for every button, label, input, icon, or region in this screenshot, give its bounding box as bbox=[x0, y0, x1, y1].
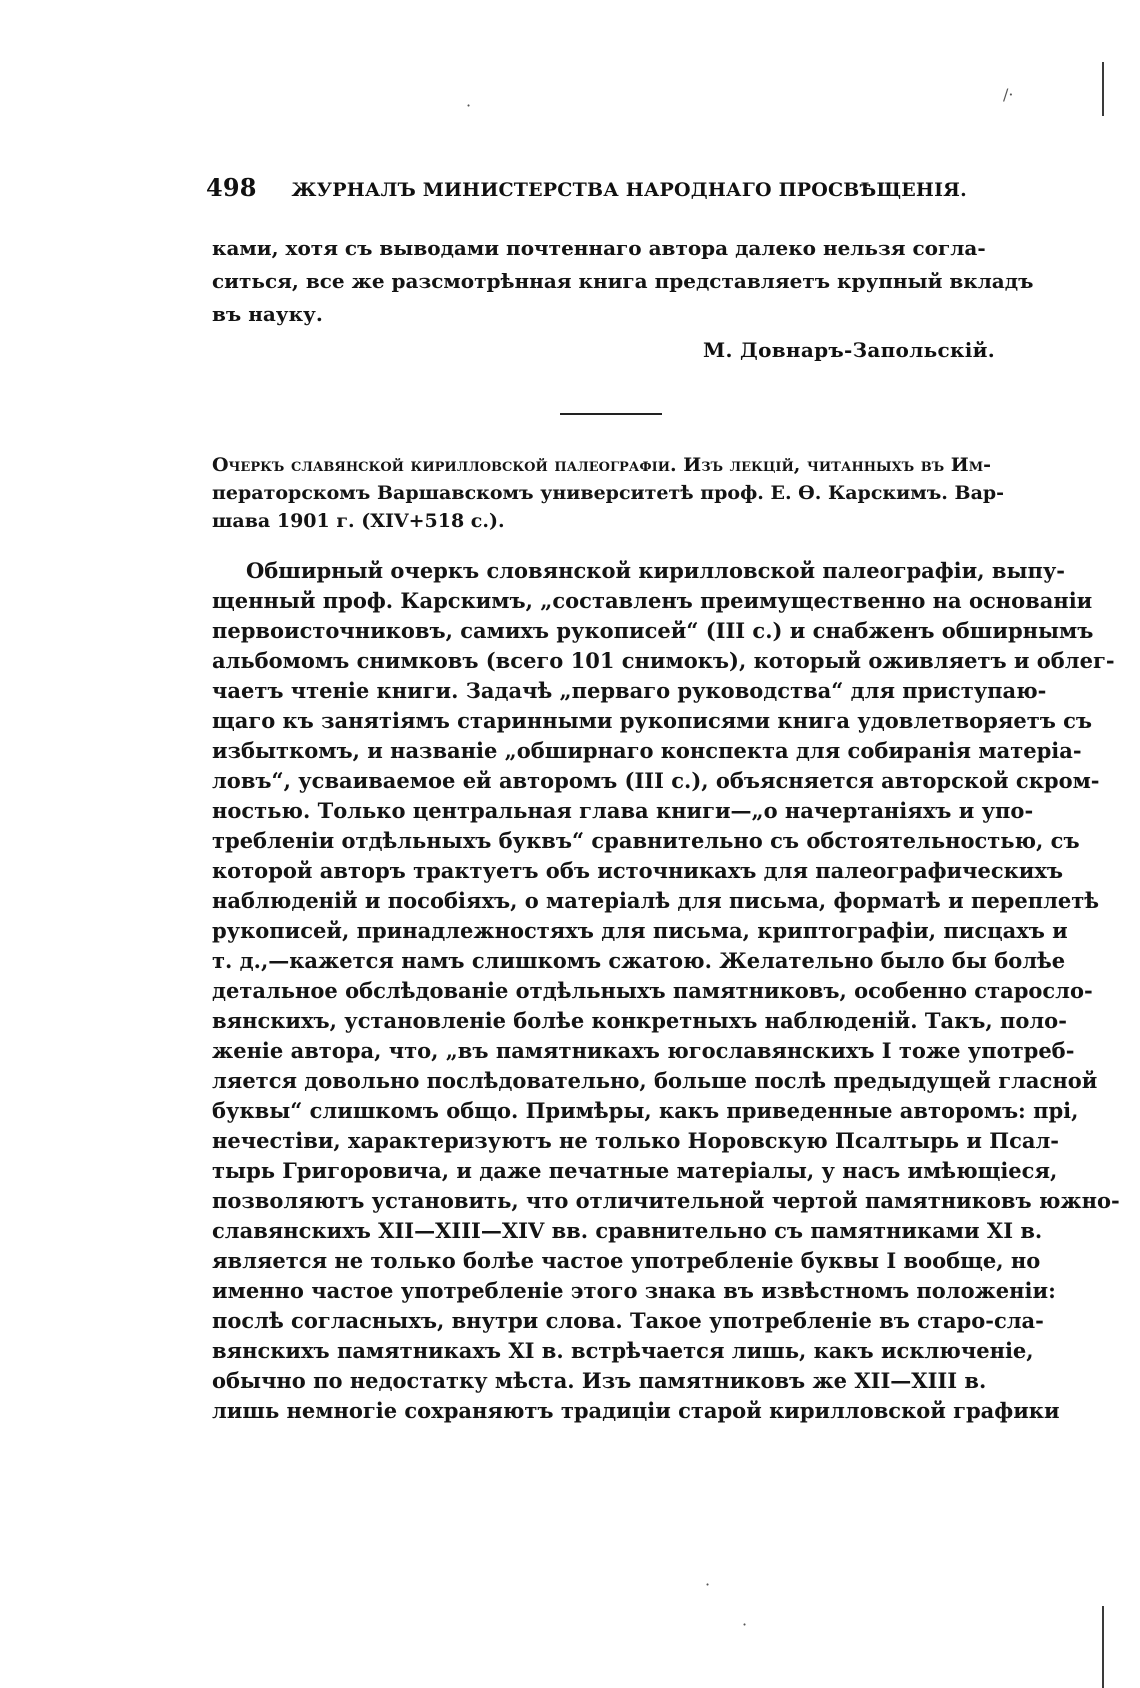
page-number: 498 bbox=[206, 173, 257, 202]
bibliography-line: ператорскомъ Варшавскомъ университетѣ проф. Е. Ѳ. Карскимъ. Вар- bbox=[212, 482, 1005, 504]
text-line: нечестіви, характеризуютъ не только Норовскую Псалтырь и Псал- bbox=[212, 1128, 1060, 1153]
previous-review-ending bbox=[212, 232, 1034, 331]
text-line: рукописей, принадлежностяхъ для письма, криптографіи, писцахъ и bbox=[212, 918, 1068, 943]
page-edge-mark bbox=[1102, 1606, 1104, 1688]
text-line: лишь немногіе сохраняютъ традиціи старой кирилловской графики bbox=[212, 1398, 1060, 1423]
text-line: именно частое употребленіе этого знака въ извѣстномъ положеніи: bbox=[212, 1278, 1056, 1303]
text-line: щенный проф. Карскимъ, „составленъ преимущественно на основаніи bbox=[212, 588, 1093, 613]
text-line: ками, хотя съ выводами почтеннаго автора далеко нельзя согла- bbox=[212, 236, 986, 260]
text-line: которой авторъ трактуетъ объ источникахъ для палеографическихъ bbox=[212, 858, 1063, 883]
running-title: ЖУРНАЛЪ МИНИСТЕРСТВА НАРОДНАГО ПРОСВѢЩЕНІЯ. bbox=[291, 179, 967, 201]
text-line: щаго къ занятіямъ старинными рукописями книга удовлетворяетъ съ bbox=[212, 708, 1093, 733]
scan-mark: /· bbox=[1003, 85, 1014, 104]
text-line: первоисточниковъ, самихъ рукописей“ (III с.) и снабженъ обширнымъ bbox=[212, 618, 1094, 643]
scan-dot: · bbox=[705, 1575, 711, 1594]
text-line: альбомомъ снимковъ (всего 101 снимокъ), который оживляетъ и облег- bbox=[212, 648, 1115, 673]
bibliographic-entry bbox=[212, 451, 1018, 535]
text-line: ловъ“, усваиваемое ей авторомъ (III с.), объясняется авторской скром- bbox=[212, 768, 1100, 793]
text-line: въ науку. bbox=[212, 302, 323, 326]
text-line: наблюденій и пособіяхъ, о матеріалѣ для письма, форматѣ и переплетѣ bbox=[212, 888, 1100, 913]
text-line: Обширный очеркъ словянской кирилловской палеографіи, выпу- bbox=[246, 558, 1066, 583]
section-divider bbox=[560, 413, 662, 415]
text-line: ляется довольно послѣдовательно, больше послѣ предыдущей гласной bbox=[212, 1068, 1098, 1093]
page-edge-mark bbox=[1102, 62, 1104, 116]
text-line: ностью. Только центральная глава книги—„о начертаніяхъ и упо- bbox=[212, 798, 1034, 823]
text-line: требленіи отдѣльныхъ буквъ“ сравнительно съ обстоятельностью, съ bbox=[212, 828, 1080, 853]
text-line: женіе автора, что, „въ памятникахъ югославянскихъ І тоже употреб- bbox=[212, 1038, 1075, 1063]
text-line: избыткомъ, и названіе „обширнаго конспекта для собиранія матеріа- bbox=[212, 738, 1082, 763]
scan-dot: · bbox=[466, 96, 472, 115]
text-line: буквы“ слишкомъ общо. Примѣры, какъ приведенные авторомъ: прі, bbox=[212, 1098, 1079, 1123]
review-body bbox=[212, 556, 1120, 1426]
text-line: ситься, все же разсмотрѣнная книга представляетъ крупный вкладъ bbox=[212, 269, 1034, 293]
text-line: славянскихъ XII—XIII—XIV вв. сравнительно съ памятниками XI в. bbox=[212, 1218, 1043, 1243]
scan-dot: · bbox=[742, 1615, 748, 1634]
text-line: т. д.,—кажется намъ слишкомъ сжатою. Желательно было бы болѣе bbox=[212, 948, 1066, 973]
text-line: вянскихъ, установленіе болѣе конкретныхъ наблюденій. Такъ, поло- bbox=[212, 1008, 1067, 1033]
bibliography-line: шава 1901 г. (XIV+518 с.). bbox=[212, 510, 505, 532]
text-line: обычно по недостатку мѣста. Изъ памятниковъ же XII—XIII в. bbox=[212, 1368, 987, 1393]
page-header bbox=[206, 173, 1026, 202]
text-line: вянскихъ памятникахъ XI в. встрѣчается лишь, какъ исключеніе, bbox=[212, 1338, 1034, 1363]
text-line: послѣ согласныхъ, внутри слова. Такое употребленіе въ старо-сла- bbox=[212, 1308, 1044, 1333]
text-line: является не только болѣе частое употребленіе буквы І вообще, но bbox=[212, 1248, 1041, 1273]
review-signature: М. Довнаръ-Запольскій. bbox=[703, 338, 995, 362]
text-line: тырь Григоровича, и даже печатные матеріалы, у насъ имѣющіеся, bbox=[212, 1158, 1058, 1183]
text-line: детальное обслѣдованіе отдѣльныхъ памятниковъ, особенно старосло- bbox=[212, 978, 1093, 1003]
bibliography-line: Очеркъ славянской кирилловской палеографіи. Изъ лекцій, читанныхъ въ Им- bbox=[212, 454, 992, 476]
text-line: чаетъ чтеніе книги. Задачѣ „перваго руководства“ для приступаю- bbox=[212, 678, 1047, 703]
text-line: позволяютъ установить, что отличительной чертой памятниковъ южно- bbox=[212, 1188, 1120, 1213]
